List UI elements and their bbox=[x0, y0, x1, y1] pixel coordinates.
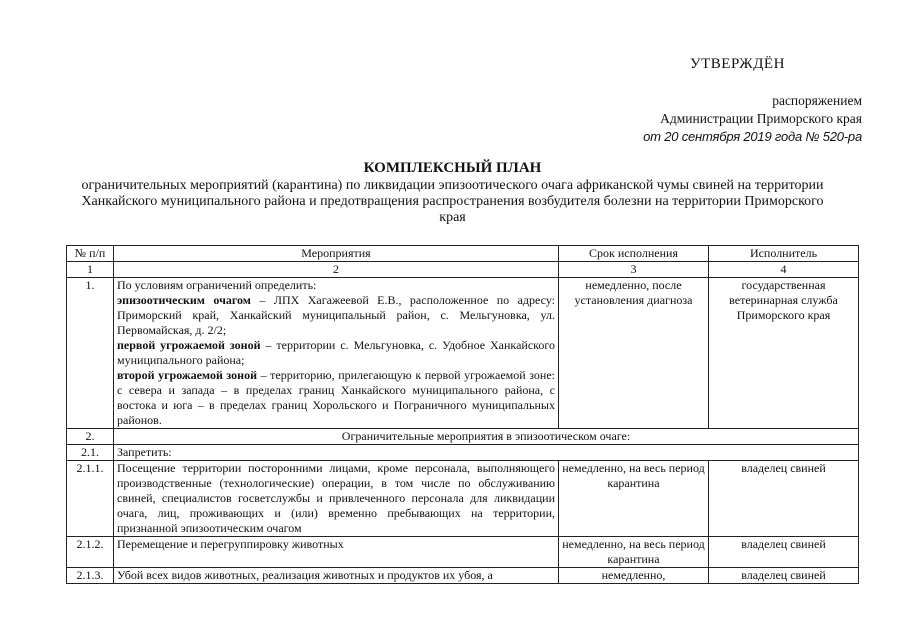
approval-title: УТВЕРЖДЁН bbox=[690, 56, 785, 72]
table-row bbox=[67, 461, 859, 537]
plan-table bbox=[66, 245, 859, 584]
header-num: № п/п bbox=[67, 246, 114, 262]
table-row bbox=[67, 445, 859, 461]
row1-text-focus: – ЛПХ Хагажеевой Е.В., расположенное по адресу: Приморский край, Ханкайский муниципальный район, с. Мельгуновка, ул. Первомайская, д. 2/2; bbox=[117, 293, 555, 337]
table-row bbox=[67, 537, 859, 568]
column-number: 1 bbox=[67, 262, 114, 278]
row-activity: Перемещение и перегруппировку животных bbox=[114, 537, 559, 568]
row-deadline: немедленно, на весь период карантина bbox=[559, 537, 709, 568]
document-title: КОМПЛЕКСНЫЙ ПЛАН bbox=[363, 160, 542, 176]
approval-line-1: распоряжением bbox=[772, 93, 862, 108]
row-executor: владелец свиней bbox=[709, 537, 859, 568]
row1-term-second-zone: второй угрожаемой зоной bbox=[117, 368, 258, 382]
approval-line-2: Администрации Приморского края bbox=[660, 111, 862, 126]
row1-term-first-zone: первой угрожаемой зоной bbox=[117, 338, 261, 352]
row-executor: владелец свиней bbox=[709, 461, 859, 537]
row-activity: Убой всех видов животных, реализация животных и продуктов их убоя, а bbox=[114, 568, 559, 584]
header-executor: Исполнитель bbox=[709, 246, 859, 262]
table-row bbox=[67, 278, 859, 429]
row-deadline: немедленно, на весь период карантина bbox=[559, 461, 709, 537]
subsection-heading: Запретить: bbox=[114, 445, 859, 461]
row-number: 1. bbox=[67, 278, 114, 429]
column-number: 3 bbox=[559, 262, 709, 278]
row-number: 2. bbox=[67, 429, 114, 445]
row1-term-focus: эпизоотическим очагом bbox=[117, 293, 251, 307]
row-deadline: немедленно, bbox=[559, 568, 709, 584]
row-activity bbox=[114, 278, 559, 429]
row-executor: государственная ветеринарная служба Приморского края bbox=[709, 278, 859, 429]
row-number: 2.1. bbox=[67, 445, 114, 461]
column-number: 4 bbox=[709, 262, 859, 278]
header-activities: Мероприятия bbox=[114, 246, 559, 262]
row1-text-first-zone: – территории с. Мельгуновка, с. Удобное Ханкайского муниципального района; bbox=[117, 338, 555, 367]
section-row bbox=[67, 429, 859, 445]
column-numbers-row bbox=[67, 262, 859, 278]
document-subtitle: ограничительных мероприятий (карантина) по ликвидации эпизоотического очага африканской чумы свиней на территории Ханкайского муниципального района и предотвращения распространения возбудителя болезни на территории Приморского края bbox=[81, 178, 824, 225]
row-number: 2.1.2. bbox=[67, 537, 114, 568]
row-activity: Посещение территории посторонними лицами, кроме персонала, выполняющего производственные (технологические) операции, в том числе по обслуживанию свиней, специалистов госветслужбы и привлеченного персонала для ликвидации очага, лиц, проживающих и (или) временно пребывающих на территории, признанной эпизоотическим очагом bbox=[114, 461, 559, 537]
row-number: 2.1.3. bbox=[67, 568, 114, 584]
row-number: 2.1.1. bbox=[67, 461, 114, 537]
row-executor: владелец свиней bbox=[709, 568, 859, 584]
header-deadline: Срок исполнения bbox=[559, 246, 709, 262]
column-number: 2 bbox=[114, 262, 559, 278]
approval-date: от 20 сентября 2019 года № 520-ра bbox=[643, 129, 862, 144]
section-heading: Ограничительные мероприятия в эпизоотическом очаге: bbox=[114, 429, 859, 445]
table-header-row bbox=[67, 246, 859, 262]
row-deadline: немедленно, после установления диагноза bbox=[559, 278, 709, 429]
table-row bbox=[67, 568, 859, 584]
row1-intro: По условиям ограничений определить: bbox=[117, 278, 317, 292]
row1-text-second-zone: – территорию, прилегающую к первой угрожаемой зоне: с севера и запада – в пределах границ Ханкайского муниципального района, с востока и юга – в пределах границ Хорольского и Пограничного муниципальных районов. bbox=[117, 368, 555, 427]
approval-block bbox=[600, 92, 862, 146]
